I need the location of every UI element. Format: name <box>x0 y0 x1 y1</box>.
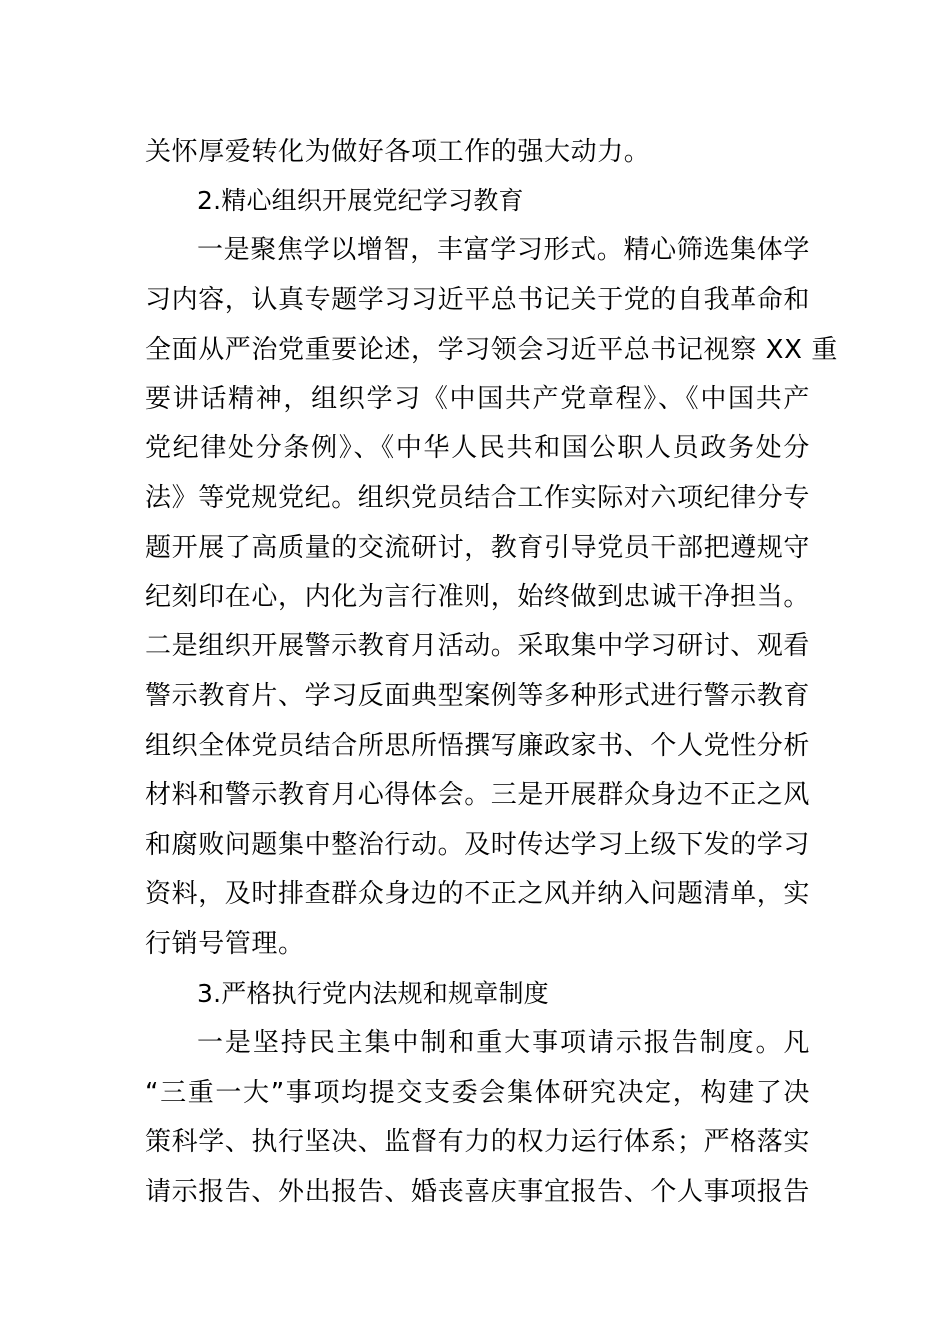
paragraph-line: 要讲话精神，组织学习《中国共产党章程》、《中国共产 <box>145 384 810 414</box>
paragraph-line: 题开展了高质量的交流研讨，教育引导党员干部把遵规守 <box>145 533 811 563</box>
paragraph-line: 纪刻印在心，内化为言行准则，始终做到忠诚干净担当。 <box>145 582 811 612</box>
paragraph-line: 党纪律处分条例》、《中华人民共和国公职人员政务处分 <box>145 433 810 463</box>
paragraph-line: 二是组织开展警示教育月活动。采取集中学习研讨、观看 <box>145 631 811 661</box>
paragraph-line: 一是坚持民主集中制和重大事项请示报告制度。凡 <box>197 1028 810 1058</box>
paragraph-line: 请示报告、外出报告、婚丧喜庆事宜报告、个人事项报告 <box>145 1177 811 1207</box>
paragraph-line: 组织全体党员结合所思所悟撰写廉政家书、个人党性分析 <box>145 731 811 761</box>
paragraph-line: 策科学、执行坚决、监督有力的权力运行体系；严格落实 <box>145 1127 811 1157</box>
paragraph-line: 一是聚焦学以增智，丰富学习形式。精心筛选集体学 <box>197 235 810 265</box>
paragraph-line: “三重一大”事项均提交支委会集体研究决定，构建了决 <box>145 1078 810 1108</box>
paragraph-line: 材料和警示教育月心得体会。三是开展群众身边不正之风 <box>145 780 811 810</box>
paragraph-line: 行销号管理。 <box>145 929 305 959</box>
section-heading: 2.精心组织开展党纪学习教育 <box>197 186 524 215</box>
paragraph-line: 资料，及时排查群众身边的不正之风并纳入问题清单，实 <box>145 879 811 909</box>
paragraph-line: 法》等党规党纪。组织党员结合工作实际对六项纪律分专 <box>145 483 811 513</box>
paragraph-line: 和腐败问题集中整治行动。及时传达学习上级下发的学习 <box>145 830 811 860</box>
paragraph-line: 全面从严治党重要论述，学习领会习近平总书记视察 XX 重 <box>145 335 838 365</box>
paragraph-line: 习内容，认真专题学习习近平总书记关于党的自我革命和 <box>145 285 811 315</box>
paragraph-line: 关怀厚爱转化为做好各项工作的强大动力。 <box>145 137 651 167</box>
section-heading: 3.严格执行党内法规和规章制度 <box>197 979 549 1008</box>
paragraph-line: 警示教育片、学习反面典型案例等多种形式进行警示教育 <box>145 681 811 711</box>
